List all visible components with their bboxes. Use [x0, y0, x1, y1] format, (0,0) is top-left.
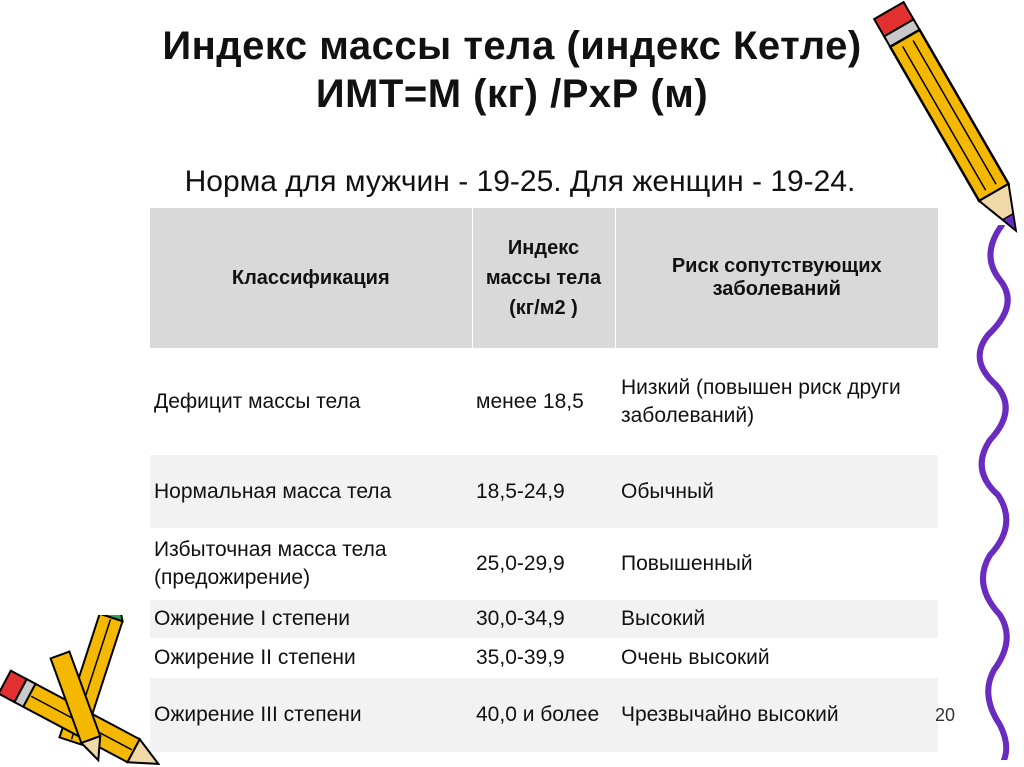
table-row — [150, 638, 938, 678]
row-classification: Избыточная масса тела (предожирение) — [154, 538, 387, 589]
table-row — [150, 678, 938, 752]
row-bmi: 25,0-29,9 — [476, 552, 565, 575]
table-row — [150, 600, 938, 638]
table-row — [150, 528, 938, 600]
pencil-icon — [860, 0, 1020, 250]
page-number: 20 — [935, 705, 956, 725]
row-risk: Низкий (повышен риск други заболеваний) — [621, 375, 901, 427]
row-bmi: 35,0-39,9 — [476, 646, 565, 669]
row-bmi: 18,5-24,9 — [472, 455, 615, 528]
header-classification: Классификация — [150, 208, 472, 348]
row-bmi: 30,0-34,9 — [472, 600, 615, 638]
row-classification: Дефицит массы тела — [154, 389, 361, 413]
row-bmi: менее 18,5 — [476, 389, 584, 413]
header-risk: Риск сопутствующих заболеваний — [615, 208, 938, 348]
title-line-1: Индекс массы тела (индекс Кетле) — [162, 24, 862, 68]
row-classification: Нормальная масса тела — [150, 455, 472, 528]
slide-subtitle: Норма для мужчин - 19-25. Для женщин - 19-24. — [184, 165, 856, 198]
header-bmi: Индекс массы тела (кг/м2 ) — [472, 208, 615, 348]
title-line-2: ИМТ=М (кг) /РхР (м) — [315, 72, 709, 116]
row-risk: Повышенный — [621, 552, 753, 575]
squiggle-line-icon — [960, 225, 1024, 760]
row-bmi: 40,0 и более — [472, 678, 615, 752]
table-row — [150, 348, 938, 455]
table-row — [150, 455, 938, 528]
row-classification: Ожирение III степени — [150, 678, 472, 752]
table-header-row — [150, 208, 938, 348]
row-risk: Высокий — [615, 600, 938, 638]
row-classification: Ожирение II степени — [154, 646, 356, 669]
row-risk: Очень высокий — [621, 646, 770, 669]
pencil-icon — [0, 615, 160, 767]
row-risk: Обычный — [615, 455, 938, 528]
row-classification: Ожирение I степени — [150, 600, 472, 638]
row-risk: Чрезвычайно высокий — [615, 678, 938, 752]
bmi-table — [150, 208, 938, 752]
